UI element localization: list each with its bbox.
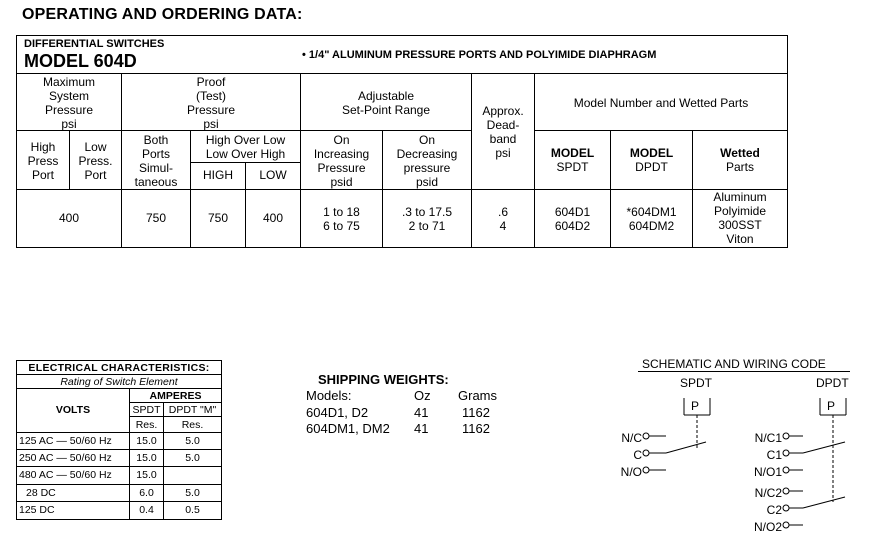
header-low-press-port: Low Press. Port xyxy=(78,140,113,182)
electrical-subtitle: Rating of Switch Element xyxy=(60,376,178,388)
shipping-title: SHIPPING WEIGHTS: xyxy=(318,372,449,387)
volts-cell: 480 AC — 50/60 Hz xyxy=(19,469,112,481)
value-spdt: 604D1 604D2 xyxy=(554,205,591,233)
model-title: MODEL 604D xyxy=(24,51,137,71)
dpdt-header: DPDT "M" xyxy=(168,404,217,416)
shipping-model: 604DM1, DM2 xyxy=(306,421,390,436)
header-wetted-parts: Wetted Parts xyxy=(720,146,760,174)
header-on-increasing: On Increasing Pressure psid xyxy=(313,133,370,189)
shipping-oz: 41 xyxy=(414,421,429,436)
dpdt-cell: 5.0 xyxy=(185,487,200,499)
volts-cell: 125 AC — 50/60 Hz xyxy=(19,435,112,447)
shipping-col-grams: Grams xyxy=(458,388,497,403)
dpdt-cell: 0.5 xyxy=(185,504,200,516)
schematic-spdt-label: SPDT xyxy=(680,376,713,390)
page-heading: OPERATING AND ORDERING DATA: xyxy=(22,6,303,23)
shipping-oz: 41 xyxy=(414,405,429,420)
dpdt-terminal-labels-2: N/C2 C2 N/O2 xyxy=(753,486,782,534)
header-high-over-low: High Over Low Low Over High xyxy=(205,133,286,161)
value-max-system: 400 xyxy=(58,211,80,225)
volts-cell: 125 DC xyxy=(19,504,55,516)
electrical-table xyxy=(0,0,230,530)
value-high: 750 xyxy=(207,211,229,225)
res-header-spdt: Res. xyxy=(135,419,158,431)
volts-header: VOLTS xyxy=(55,404,91,416)
shipping-col-models: Models: xyxy=(306,388,352,403)
header-deadband: Approx. Dead- band psi xyxy=(482,104,524,160)
value-both-ports: 750 xyxy=(145,211,167,225)
shipping-grams: 1162 xyxy=(462,405,490,420)
schematic-title: SCHEMATIC AND WIRING CODE xyxy=(642,357,826,371)
volts-cell: 28 DC xyxy=(26,487,56,499)
spdt-header: SPDT xyxy=(132,404,161,416)
dpdt-cell: 5.0 xyxy=(185,435,200,447)
feature-text: • 1/4" ALUMINUM PRESSURE PORTS AND POLYIMIDE DIAPHRAGM xyxy=(302,49,657,61)
value-dpdt: *604DM1 604DM2 xyxy=(626,205,677,233)
volts-cell: 250 AC — 50/60 Hz xyxy=(19,452,112,464)
spdt-p-label: P xyxy=(691,399,700,413)
spdt-contacts xyxy=(643,433,706,473)
schematic-dpdt-label: DPDT xyxy=(816,376,849,390)
header-model-dpdt: MODEL DPDT xyxy=(629,146,674,174)
table-category: DIFFERENTIAL SWITCHES xyxy=(24,38,165,50)
spdt-cell: 15.0 xyxy=(136,452,157,464)
header-model-spdt: MODEL SPDT xyxy=(550,146,595,174)
header-high: HIGH xyxy=(203,168,233,182)
header-low: LOW xyxy=(259,168,287,182)
dpdt-terminal-labels-1: N/C1 C1 N/O1 xyxy=(753,431,782,479)
value-decreasing: .3 to 17.5 2 to 71 xyxy=(401,205,453,233)
value-wetted: Aluminum Polyimide 300SST Viton xyxy=(713,190,767,246)
amperes-header: AMPERES xyxy=(149,390,202,402)
header-both-ports: Both Ports Simul- taneous xyxy=(134,133,178,189)
shipping-col-oz: Oz xyxy=(414,388,431,403)
shipping-model: 604D1, D2 xyxy=(306,405,369,420)
spdt-cell: 0.4 xyxy=(139,504,154,516)
value-low: 400 xyxy=(262,211,284,225)
shipping-grams: 1162 xyxy=(462,421,490,436)
header-adjustable: Adjustable Set-Point Range xyxy=(341,89,431,117)
dpdt-contacts-2 xyxy=(783,488,845,528)
value-deadband: .6 4 xyxy=(497,205,508,233)
res-header-dpdt: Res. xyxy=(181,419,204,431)
dpdt-p-label: P xyxy=(827,399,836,413)
dpdt-cell: 5.0 xyxy=(185,452,200,464)
spdt-cell: 15.0 xyxy=(136,435,157,447)
header-on-decreasing: On Decreasing pressure psid xyxy=(396,133,458,189)
spdt-cell: 15.0 xyxy=(136,469,157,481)
header-proof: Proof (Test) Pressure psi xyxy=(186,75,236,131)
dpdt-pressure-symbol xyxy=(820,398,846,502)
value-increasing: 1 to 18 6 to 75 xyxy=(323,205,360,233)
header-model-parts: Model Number and Wetted Parts xyxy=(573,96,749,110)
dpdt-contacts-1 xyxy=(783,433,845,473)
electrical-title: ELECTRICAL CHARACTERISTICS: xyxy=(28,362,210,374)
spdt-cell: 6.0 xyxy=(139,487,154,499)
header-max-system: Maximum System Pressure psi xyxy=(42,75,95,131)
spdt-terminal-labels: N/C C N/O xyxy=(620,431,642,479)
header-high-press-port: High Press Port xyxy=(27,140,59,182)
